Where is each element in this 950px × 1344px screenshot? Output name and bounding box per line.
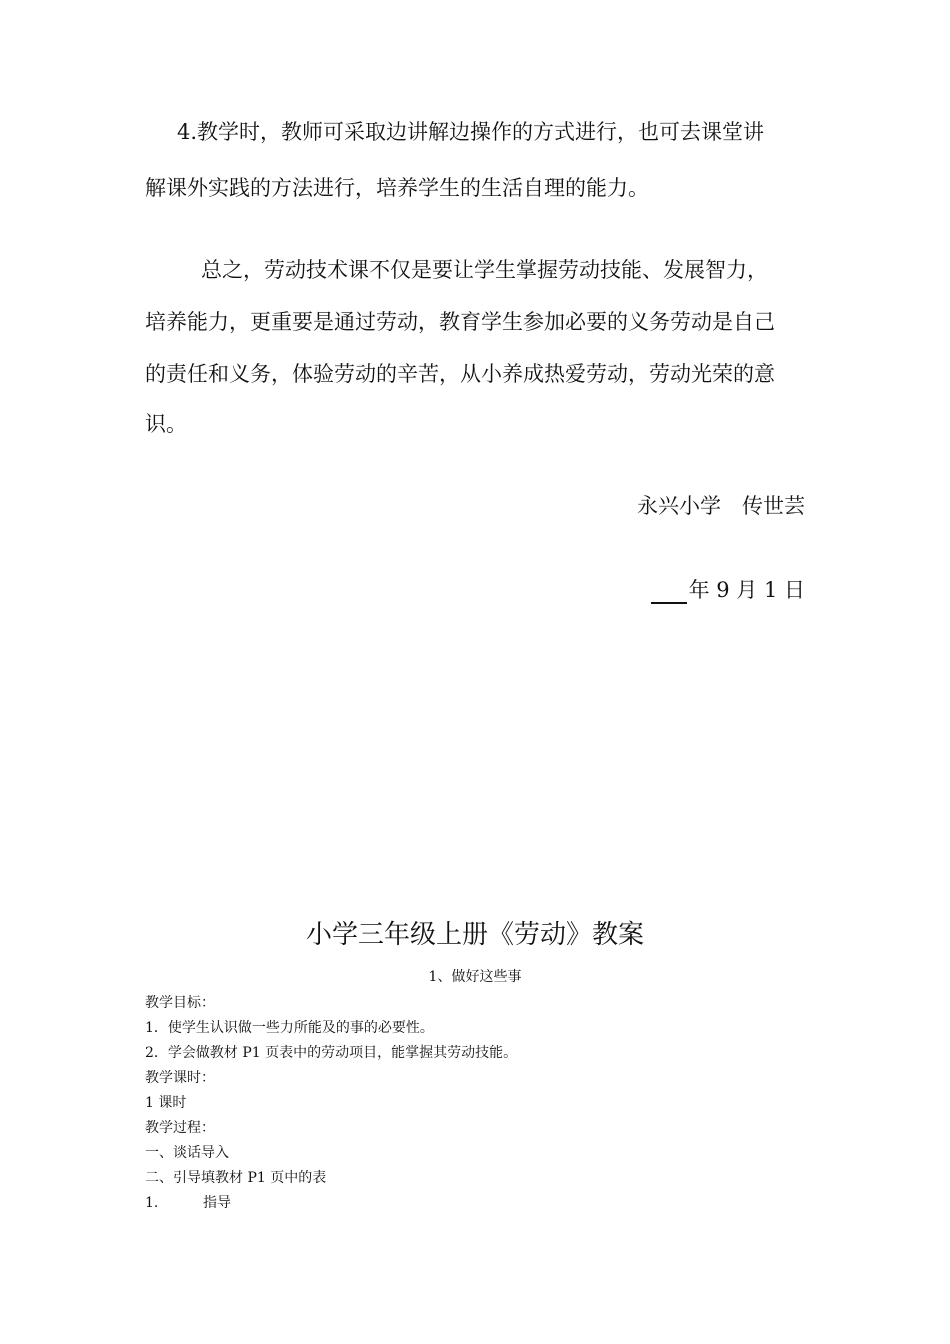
objective-item: 1．使学生认识做一些力所能及的事的必要性。 bbox=[145, 1020, 434, 1036]
paragraph-line: 的责任和义务，体验劳动的辛苦，从小养成热爱劳动，劳动光荣的意 bbox=[145, 362, 775, 386]
paragraph-line: 4.教学时，教师可采取边讲解边操作的方式进行，也可去课堂讲 bbox=[177, 120, 765, 144]
substep-number: 1. bbox=[145, 1195, 159, 1211]
signature-date bbox=[651, 574, 805, 604]
process-step: 一、谈话导入 bbox=[145, 1145, 229, 1161]
paragraph-line: 培养能力，更重要是通过劳动，教育学生参加必要的义务劳动是自己 bbox=[145, 310, 775, 334]
substep-text: 指导 bbox=[203, 1195, 231, 1211]
process-step: 二、引导填教材 P1 页中的表 bbox=[145, 1170, 327, 1186]
paragraph-line: 识。 bbox=[145, 412, 187, 436]
hours-heading: 教学课时： bbox=[145, 1070, 215, 1086]
objectives-heading: 教学目标： bbox=[145, 995, 215, 1011]
date-text: 年 9 月 1 日 bbox=[688, 578, 805, 602]
hours-value: 1 课时 bbox=[145, 1095, 187, 1111]
signature-school-author: 永兴小学 传世芸 bbox=[637, 494, 805, 518]
process-substep bbox=[145, 1192, 231, 1212]
objective-item: 2．学会做教材 P1 页表中的劳动项目，能掌握其劳动技能。 bbox=[145, 1045, 518, 1061]
paragraph-line: 解课外实践的方法进行，培养学生的生活自理的能力。 bbox=[145, 176, 649, 200]
date-blank-line bbox=[651, 580, 687, 604]
process-heading: 教学过程： bbox=[145, 1120, 215, 1136]
lesson-subtitle: 1、做好这些事 bbox=[428, 969, 522, 985]
paragraph-line: 总之，劳动技术课不仅是要让学生掌握劳动技能、发展智力， bbox=[201, 258, 768, 282]
lesson-title: 小学三年级上册《劳动》教案 bbox=[305, 920, 644, 950]
